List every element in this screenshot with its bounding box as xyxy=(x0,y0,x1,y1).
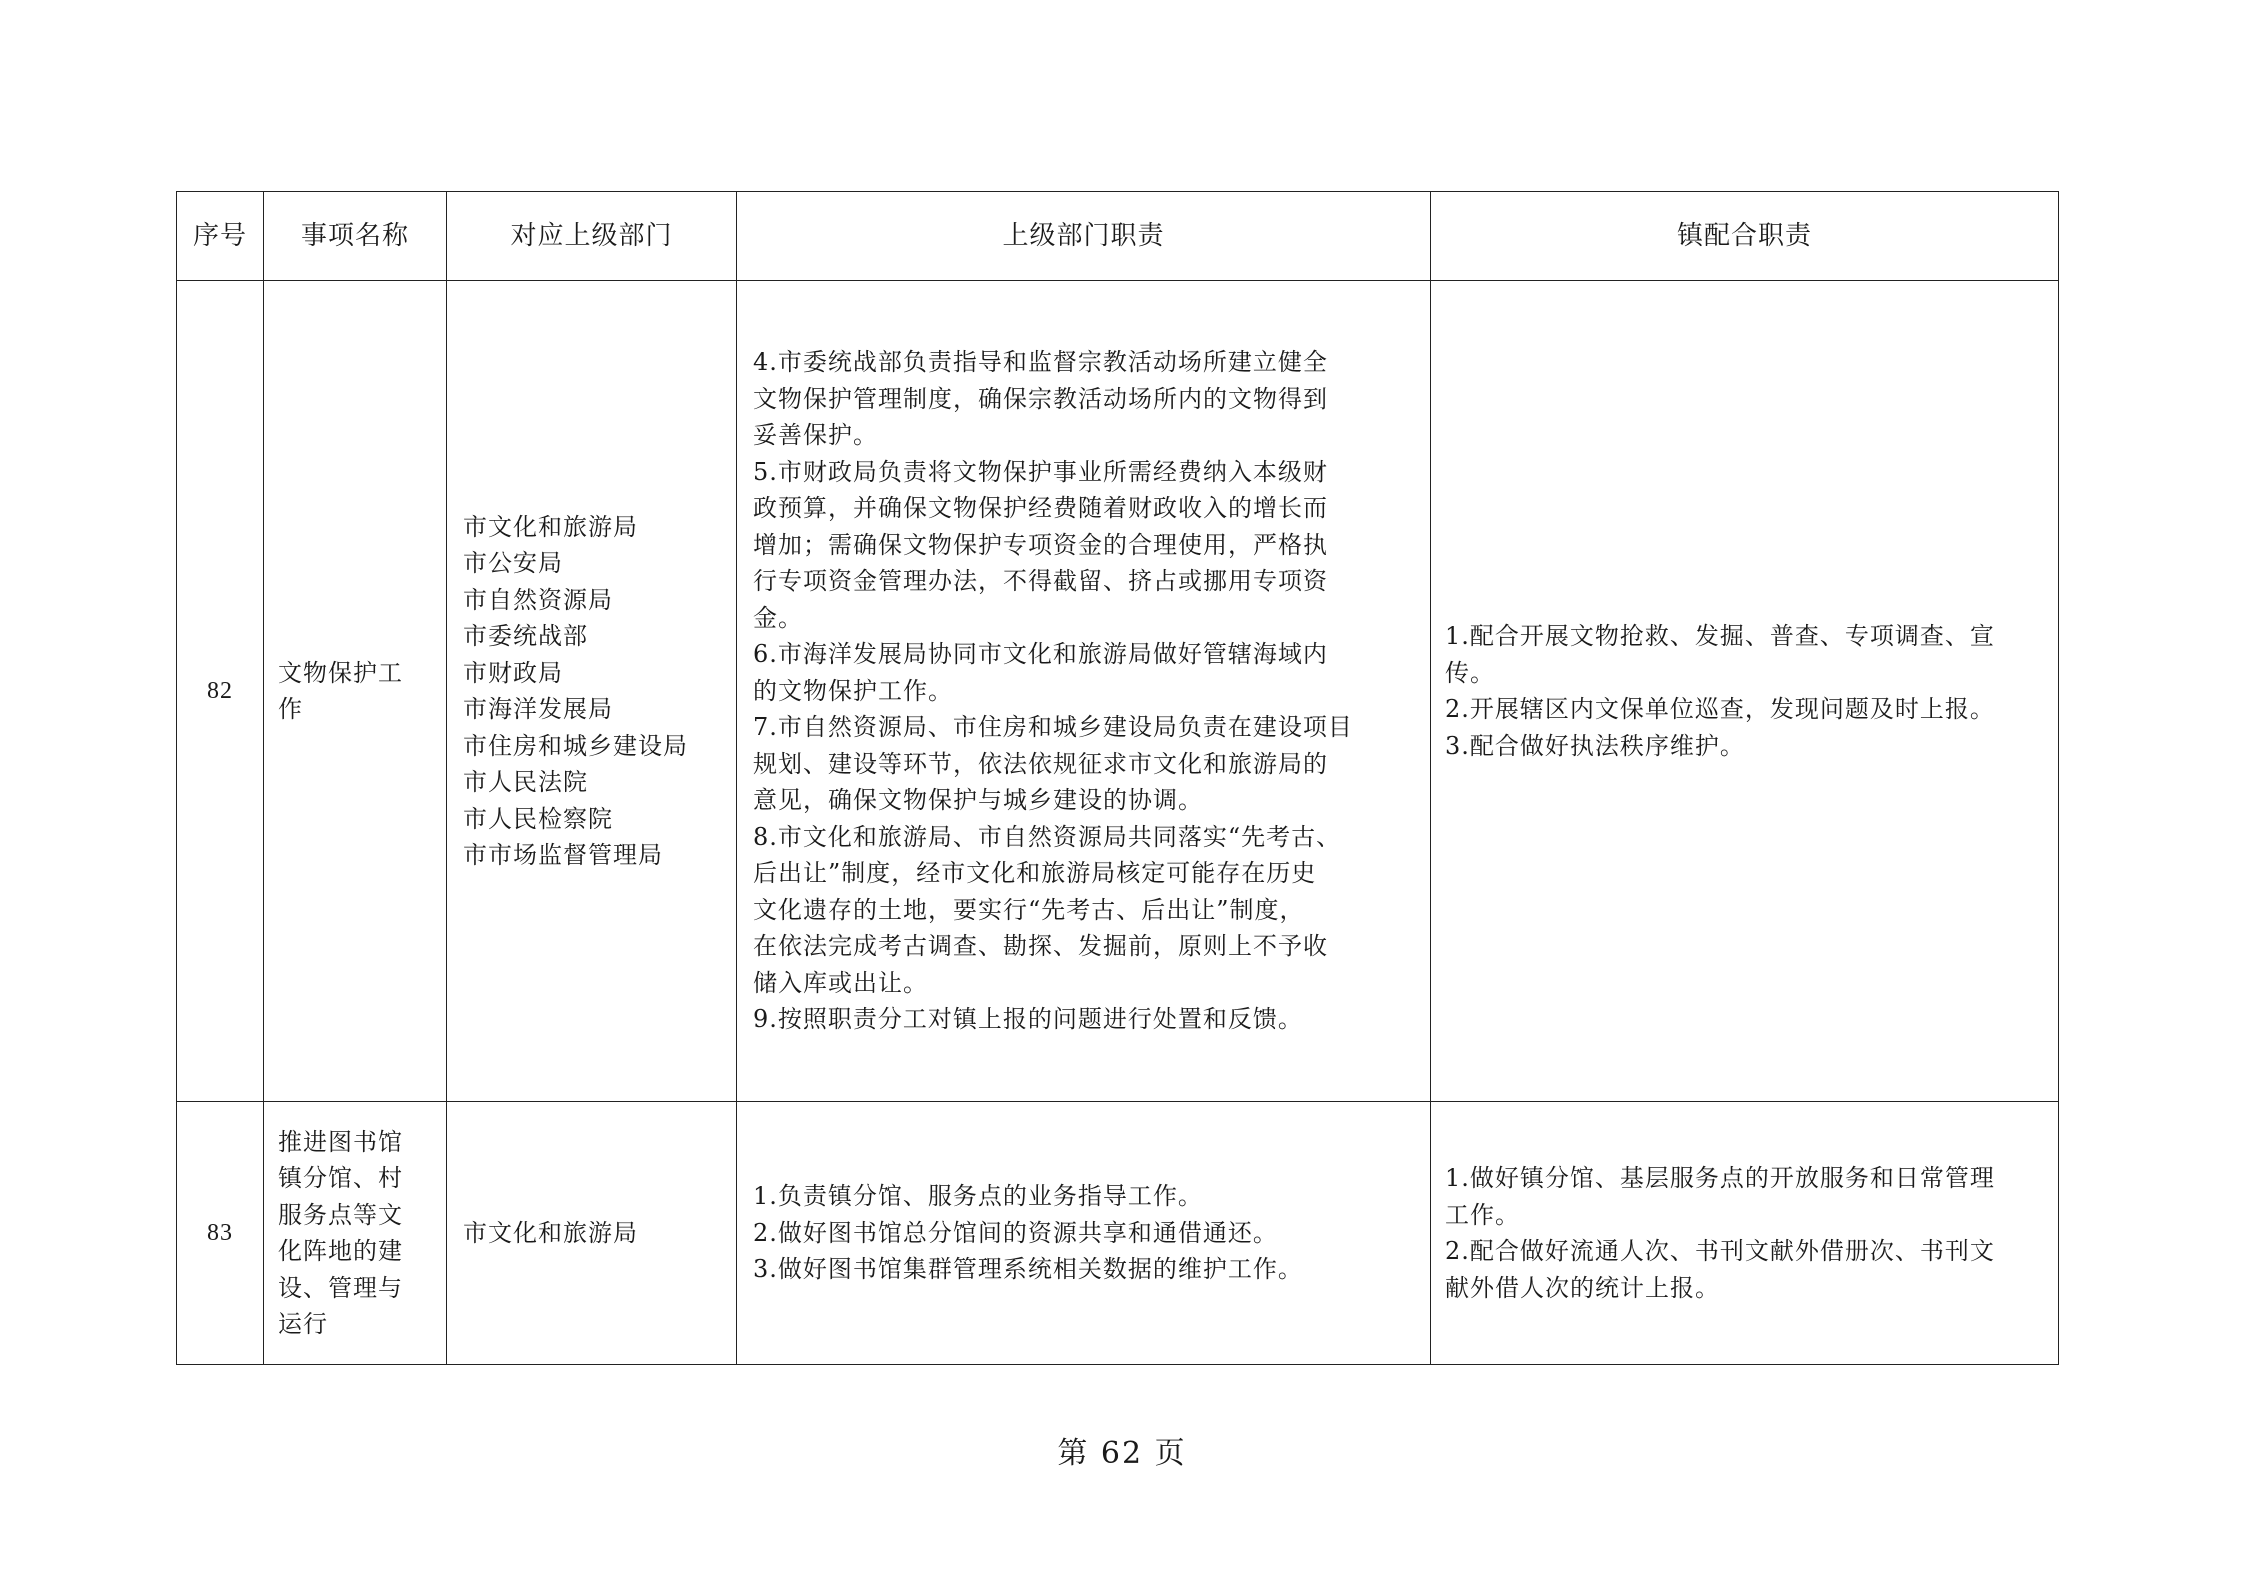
department-line: 市住房和城乡建设局 xyxy=(463,731,688,760)
duty-line: 在依法完成考古调查、勘探、发掘前，原则上不予收 xyxy=(753,932,1328,961)
duty-line: 5.市财政局负责将文物保护事业所需经费纳入本级财 xyxy=(753,457,1328,486)
superior-duties-cell xyxy=(737,281,1431,1102)
department-line: 市市场监督管理局 xyxy=(463,841,663,869)
page-number: 第 62 页 xyxy=(1057,1436,1187,1471)
duty-line: 规划、建设等环节，依法依规征求市文化和旅游局的 xyxy=(753,749,1328,778)
table-header-row xyxy=(177,192,2059,281)
departments-cell xyxy=(447,281,737,1102)
department-line: 市公安局 xyxy=(463,549,563,577)
header-superior-departments: 对应上级部门 xyxy=(447,192,737,281)
item-name-line: 设、管理与 xyxy=(278,1273,403,1302)
duty-line: 政预算，并确保文物保护经费随着财政收入的增长而 xyxy=(753,494,1328,523)
department-line: 市财政局 xyxy=(463,658,563,687)
departments-cell xyxy=(447,1102,737,1365)
item-name-line: 作 xyxy=(278,695,303,723)
responsibility-table xyxy=(176,191,2059,1365)
department-line: 市自然资源局 xyxy=(463,585,613,614)
department-line: 市海洋发展局 xyxy=(463,695,613,723)
duty-line: 2.做好图书馆总分馆间的资源共享和通借通还。 xyxy=(753,1218,1278,1247)
item-name-line: 服务点等文 xyxy=(278,1200,403,1229)
department-line: 市委统战部 xyxy=(463,622,588,650)
seq-cell: 82 xyxy=(177,281,264,1102)
duty-line: 7.市自然资源局、市住房和城乡建设局负责在建设项目 xyxy=(753,713,1353,742)
item-name-cell xyxy=(264,281,447,1102)
duty-line: 的文物保护工作。 xyxy=(753,676,953,705)
duty-line: 文化遗存的土地，要实行“先考古、后出让”制度， xyxy=(753,895,1305,924)
item-name-line: 推进图书馆 xyxy=(278,1127,403,1156)
duty-line: 金。 xyxy=(753,603,803,632)
header-town-duties: 镇配合职责 xyxy=(1431,192,2059,281)
town-duty-line: 献外借人次的统计上报。 xyxy=(1445,1273,1720,1302)
table-row xyxy=(177,1102,2059,1365)
duty-line: 文物保护管理制度，确保宗教活动场所内的文物得到 xyxy=(753,384,1328,413)
duty-line: 1.负责镇分馆、服务点的业务指导工作。 xyxy=(753,1182,1203,1211)
table-row xyxy=(177,281,2059,1102)
header-superior-duties: 上级部门职责 xyxy=(737,192,1431,281)
town-duty-line: 传。 xyxy=(1445,658,1495,687)
item-name-line: 化阵地的建 xyxy=(278,1237,403,1265)
duty-line: 储入库或出让。 xyxy=(753,968,928,997)
department-line: 市文化和旅游局 xyxy=(463,1218,638,1247)
duty-line: 8.市文化和旅游局、市自然资源局共同落实“先考古、 xyxy=(753,822,1342,851)
town-duty-line: 工作。 xyxy=(1445,1200,1520,1229)
town-duty-line: 1.配合开展文物抢救、发掘、普查、专项调查、宣 xyxy=(1445,622,1995,650)
duty-line: 妥善保护。 xyxy=(753,421,878,450)
item-name-cell xyxy=(264,1102,447,1365)
item-name-line: 文物保护工 xyxy=(278,658,403,687)
duty-line: 意见，确保文物保护与城乡建设的协调。 xyxy=(753,786,1203,815)
town-duty-line: 2.开展辖区内文保单位巡查，发现问题及时上报。 xyxy=(1445,695,1995,723)
town-duty-line: 1.做好镇分馆、基层服务点的开放服务和日常管理 xyxy=(1445,1164,1995,1192)
duty-line: 4.市委统战部负责指导和监督宗教活动场所建立健全 xyxy=(753,348,1328,377)
department-line: 市文化和旅游局 xyxy=(463,512,638,541)
duty-line: 后出让”制度，经市文化和旅游局核定可能存在历史 xyxy=(753,859,1317,888)
seq-cell: 83 xyxy=(177,1102,264,1365)
item-name-line: 运行 xyxy=(278,1310,328,1338)
town-duties-cell xyxy=(1431,281,2059,1102)
town-duties-cell xyxy=(1431,1102,2059,1365)
department-line: 市人民检察院 xyxy=(463,804,613,833)
superior-duties-cell xyxy=(737,1102,1431,1365)
town-duty-line: 3.配合做好执法秩序维护。 xyxy=(1445,731,1745,760)
duty-line: 9.按照职责分工对镇上报的问题进行处置和反馈。 xyxy=(753,1005,1303,1034)
duty-line: 增加；需确保文物保护专项资金的合理使用，严格执 xyxy=(753,530,1328,559)
duty-line: 行专项资金管理办法，不得截留、挤占或挪用专项资 xyxy=(753,567,1328,596)
duty-line: 3.做好图书馆集群管理系统相关数据的维护工作。 xyxy=(753,1255,1303,1284)
duty-line: 6.市海洋发展局协同市文化和旅游局做好管辖海域内 xyxy=(753,640,1328,669)
header-item-name: 事项名称 xyxy=(264,192,447,281)
item-name-line: 镇分馆、村 xyxy=(278,1164,403,1192)
department-line: 市人民法院 xyxy=(463,768,588,796)
header-seq: 序号 xyxy=(177,192,264,281)
town-duty-line: 2.配合做好流通人次、书刊文献外借册次、书刊文 xyxy=(1445,1237,1995,1265)
